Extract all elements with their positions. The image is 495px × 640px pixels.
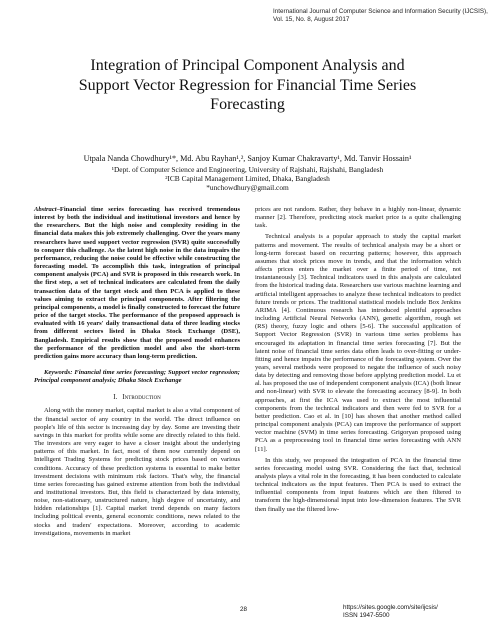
abstract	[34, 206, 240, 361]
paper-title	[30, 56, 465, 115]
journal-url: https://sites.google.com/site/ijcsis/	[343, 604, 438, 611]
contact-email: *unchowdhury@gmail.com	[206, 183, 289, 192]
left-column	[34, 206, 240, 538]
body-paragraph: In this study, we proposed the integration of PCA in the financial time series forecasting model using SVR. Considering the fact that, technical analysis plays a vital role in the forecasting, it has been conducted to calculate technical indicators as the input features. Then PCA is used to extract the influential components from input features which are then filtered to transform the high-dimensional input into low-dimension features. The SVR then finally use the filtered low-	[255, 456, 461, 513]
journal-name: International Journal of Computer Science and Information Security (IJCSIS),	[273, 8, 488, 15]
abstract-lead: Abstract	[34, 206, 57, 213]
body-paragraph: Technical analysis is a popular approach to study the capital market patterns and movement. The results of technical analysis may be a short or long-term forecast based on recurring patterns; however, this approach assumes that stock prices move in trends, and that the information which affects prices enters the market over a finite period of time, not instantaneously [3]. Technical indicators used in this analysis are calculated from the historical trading data. Researchers use various machine learning and artificial intelligent approaches to analyze these technical indicators to predict future trends or prices. The traditional statistical models include Box Jenkins ARIMA [4]. Continuous research has introduced plentiful approaches including Artificial Neural Networks (ANN), genetic algorithm, rough set (RS) theory, fuzzy logic and others [5-6]. The successful application of Support Vector Regression (SVR) in various time series problems has encouraged its adaptation in financial time series forecasting [7]. But the latent noise of financial time series data often leads to over-fitting or under-fitting and hence impairs the performance of the forecasting system. Over the years, several methods were proposed to negate the influence of such noisy data by detecting and removing those before applying prediction model. Lu et al. has proposed the use of independent component analysis (ICA) (both linear and non-linear) with SVR to elevate the forecasting accuracy [8-9]. In both approaches, at first the ICA was used to extract the most influential components from the technical indicators and then were fed to SVR for a better prediction. Cao et al. in [10] has shown that another method called principal component analysis (PCA) can improve the performance of support vector machine (SVM) in time series forecasting. Grigoryan proposed using PCA as a preprocessing tool in financial time series forecasting with ANN [11].	[255, 233, 461, 453]
title-line-2: Support Vector Regression for Financial Time Series	[78, 76, 417, 94]
title-line-1: Integration of Principal Component Analysis and	[90, 57, 405, 74]
section-number: I.	[113, 394, 118, 402]
section-heading-introduction	[34, 394, 240, 402]
author-names: Utpala Nanda Chowdhury¹*, Md. Abu Rayhan¹,², Sanjoy Kumar Chakravarty¹, Md. Tanvir Hossain¹	[83, 154, 412, 163]
body-paragraph: prices are not random. Rather, they behave in a highly non-linear, dynamic manner [2]. Therefore, predicting stock market price is a quite challenging task.	[255, 206, 461, 230]
keywords: Keywords: Financial time series forecasting; Support vector regression; Principal component analysis; Dhaka Stock Exchange	[34, 368, 240, 385]
affiliation-2: ²ICB Capital Management Limited, Dhaka, Bangladesh	[165, 174, 330, 183]
title-line-3: Forecasting	[210, 96, 285, 113]
affiliation-1: ¹Dept. of Computer Science and Engineering, University of Rajshahi, Rajshahi, Bangladesh	[111, 165, 384, 174]
issn: ISSN 1947-5500	[343, 612, 390, 619]
footer-info	[343, 604, 488, 620]
section-title: Introduction	[122, 394, 161, 402]
journal-volume: Vol. 15, No. 8, August 2017	[273, 16, 350, 23]
journal-header	[273, 8, 488, 24]
abstract-text: –Financial time series forecasting has received tremendous interest by both the individual and institutional investors and hence by the researchers. But the high noise and complexity residing in the financial data makes this job extremely challenging. Over the years many researchers have used support vector regression (SVR) quite successfully to conquer this challenge. As the latent high noise in the data impairs the performance, reducing the noise could be effective while constructing the forecasting model. To accomplish this task, integration of principal component analysis (PCA) and SVR is proposed in this research work. In the first step, a set of technical indicators are calculated from the daily transaction data of the target stock and then PCA is applied to these values aiming to extract the principal components. After filtering the principal components, a model is finally constructed to forecast the future price of the target stocks. The performance of the proposed approach is evaluated with 16 years' daily transactional data of three leading stocks from different sectors listed in Dhaka Stock Exchange (DSE), Bangladesh. Empirical results show that the proposed model enhances the performance of the prediction model and also the short-term prediction gains more accuracy than long-term prediction.	[34, 206, 240, 360]
author-block	[30, 154, 465, 192]
page-number: 28	[240, 606, 248, 613]
body-paragraph: Along with the money market, capital market is also a vital component of the financial sector of any country in the world. The direct influence on people's life of this sector is increasing day by day. Some are investing their savings in this market for profits while some are directly related to this field. The investors are very eager to have a closer insight about the underlying patterns of this market. In fact, most of them now currently depend on Intelligent Trading Systems for predicting stock prices based on various conditions. Accuracy of these prediction systems is essential to make better investment decisions with minimum risk factors. That's why, the financial time series forecasting has gained extreme attention from both the individual and institutional investors. But, this field is characterized by data intensity, noise, non-stationary, unstructured nature, high degree of uncertainty, and hidden relationships [1]. Capital market trend depends on many factors including political events, general economic conditions, news related to the stocks and traders' expectations. Moreover, according to academic investigations, movements in market	[34, 407, 240, 537]
right-column	[255, 206, 461, 514]
